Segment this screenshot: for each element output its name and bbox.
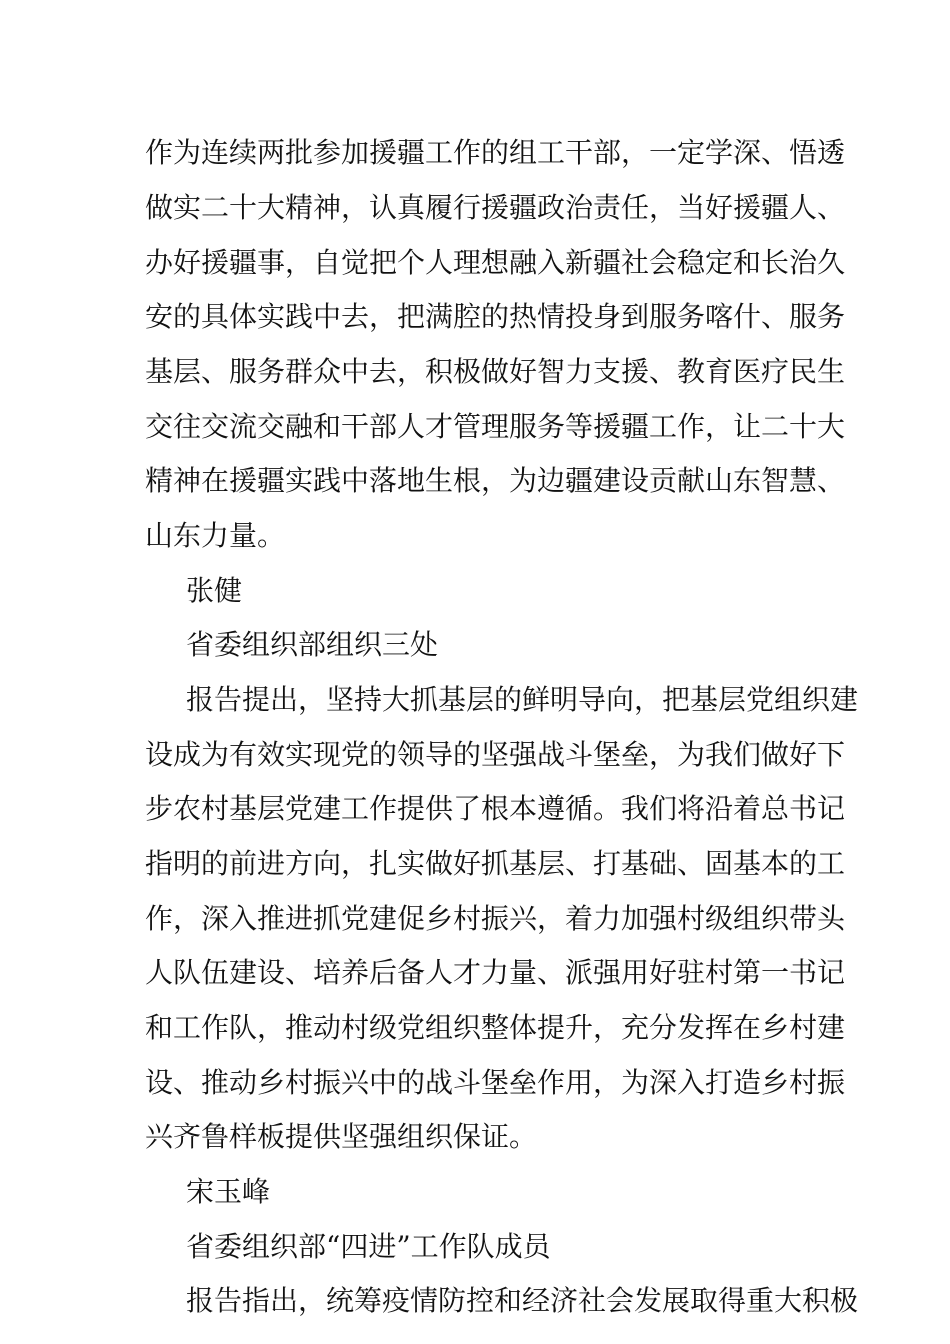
paragraph-line: 基层、服务群众中去，积极做好智力支援、教育医疗民生 [145,355,846,388]
author-name: 宋玉峰 [186,1175,271,1208]
paragraph-line: 兴齐鲁样板提供坚强组织保证。 [145,1120,538,1153]
paragraph-line: 山东力量。 [145,519,286,552]
paragraph-line: 精神在援疆实践中落地生根，为边疆建设贡献山东智慧、 [145,464,846,497]
author-affiliation: 省委组织部组织三处 [186,628,439,661]
paragraph-line: 报告提出，坚持大抓基层的鲜明导向，把基层党组织建 [186,683,859,716]
paragraph-line: 作，深入推进抓党建促乡村振兴，着力加强村级组织带头 [145,902,846,935]
paragraph-line: 交往交流交融和干部人才管理服务等援疆工作，让二十大 [145,410,846,443]
paragraph-line: 设、推动乡村振兴中的战斗堡垒作用，为深入打造乡村振 [145,1066,846,1099]
paragraph-line: 办好援疆事，自觉把个人理想融入新疆社会稳定和长治久 [145,246,846,279]
paragraph-line: 步农村基层党建工作提供了根本遵循。我们将沿着总书记 [145,792,846,825]
paragraph-line: 指明的前进方向，扎实做好抓基层、打基础、固基本的工 [145,847,846,880]
paragraph-line: 人队伍建设、培养后备人才力量、派强用好驻村第一书记 [145,956,846,989]
paragraph-line: 报告指出，统筹疫情防控和经济社会发展取得重大积极 [186,1284,859,1317]
paragraph-line: 作为连续两批参加援疆工作的组工干部，一定学深、悟透 [145,136,846,169]
author-name: 张健 [186,574,243,607]
paragraph-line: 做实二十大精神，认真履行援疆政治责任，当好援疆人、 [145,191,846,224]
paragraph-line: 和工作队，推动村级党组织整体提升，充分发挥在乡村建 [145,1011,846,1044]
paragraph-line: 安的具体实践中去，把满腔的热情投身到服务喀什、服务 [145,300,846,333]
author-affiliation: 省委组织部“四进”工作队成员 [186,1230,551,1263]
paragraph-line: 设成为有效实现党的领导的坚强战斗堡垒，为我们做好下 [145,738,846,771]
